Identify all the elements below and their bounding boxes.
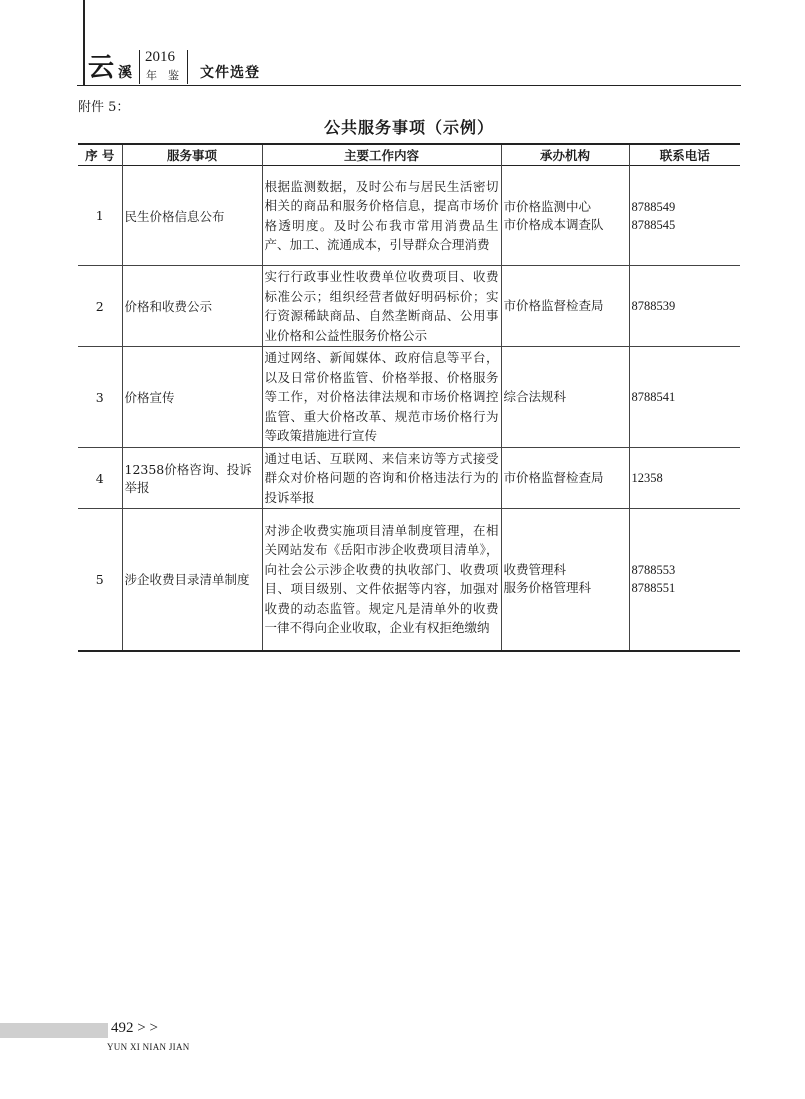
phone-number: 8788545 — [631, 217, 676, 232]
agency-cell — [501, 448, 629, 509]
phone-cell — [629, 266, 740, 347]
work-content: 通过网络、新闻媒体、政府信息等平台，以及日常价格监管、价格举报、价格服务等工作，对价格法律法规和市场价格调控监管、重大价格改革、规范市场价格行为等政策措施进行宣传 — [262, 347, 501, 448]
agency-name: 服务价格管理科 — [503, 580, 592, 596]
table-title: 公共服务事项（示例） — [323, 118, 494, 137]
phone-cell — [629, 347, 740, 448]
work-content: 对涉企收费实施项目清单制度管理，在相关网站发布《岳阳市涉企收费项目清单》，向社会公示涉企收费的执收部门、收费项目、项目级别、文件依据等内容，加强对收费的动态监管。规定凡是清单外的收费一律不得向企业收取，企业有权拒绝缴纳 — [262, 509, 501, 651]
agency-cell — [501, 166, 629, 266]
header-year: 2016 — [145, 49, 175, 65]
col-header-phone: 联系电话 — [629, 144, 740, 166]
agency-cell — [501, 509, 629, 651]
header-separator — [139, 50, 140, 84]
phone-number: 8788553 — [631, 563, 676, 578]
row-number: 3 — [78, 347, 122, 448]
row-number: 4 — [78, 448, 122, 509]
attachment-label: 附件 5： — [78, 100, 130, 115]
work-content: 通过电话、互联网、来信来访等方式接受群众对价格问题的咨询和价格违法行为的投诉举报 — [262, 448, 501, 509]
yearbook-logo-char-yun: 云 — [88, 53, 115, 83]
phone-cell — [629, 509, 740, 651]
footer-bar — [0, 1023, 108, 1038]
table-row — [78, 166, 740, 266]
table-row — [78, 347, 740, 448]
col-header-no: 序 号 — [78, 144, 122, 166]
col-header-content: 主要工作内容 — [262, 144, 501, 166]
yearbook-logo-char-xi: 溪 — [118, 65, 132, 81]
col-header-agency: 承办机构 — [501, 144, 629, 166]
section-title: 文件选登 — [200, 65, 260, 81]
service-name: 价格宣传 — [122, 347, 262, 448]
table-header-row — [78, 144, 740, 166]
footer-romanized-title: YUN XI NIAN JIAN — [107, 1042, 190, 1052]
page-number: 492 > > — [111, 1020, 158, 1036]
table-row — [78, 509, 740, 651]
service-name: 12358价格咨询、投诉举报 — [122, 448, 262, 509]
service-name: 涉企收费目录清单制度 — [122, 509, 262, 651]
row-number: 5 — [78, 509, 122, 651]
phone-cell — [629, 448, 740, 509]
header-separator — [187, 50, 188, 84]
service-name: 价格和收费公示 — [122, 266, 262, 347]
agency-name: 市价格成本调查队 — [503, 216, 604, 232]
header-jian: 鉴 — [168, 69, 179, 82]
agency-name: 市价格监测中心 — [503, 198, 592, 214]
phone-number: 8788549 — [631, 199, 676, 214]
header-nian: 年 — [146, 69, 157, 82]
agency-name: 市价格监督检查局 — [503, 470, 604, 485]
work-content: 实行行政事业性收费单位收费项目、收费标准公示；组织经营者做好明码标价；实行资源稀缺商品、自然垄断商品、公用事业价格和公益性服务价格公示 — [262, 266, 501, 347]
phone-number: 8788551 — [631, 581, 676, 596]
header-vertical-rule — [83, 0, 85, 86]
phone-number: 8788541 — [631, 390, 676, 404]
col-header-service: 服务事项 — [122, 144, 262, 166]
row-number: 2 — [78, 266, 122, 347]
table-row — [78, 266, 740, 347]
table-row — [78, 448, 740, 509]
service-name: 民生价格信息公布 — [122, 166, 262, 266]
phone-cell — [629, 166, 740, 266]
agency-cell — [501, 347, 629, 448]
phone-number: 12358 — [631, 471, 663, 485]
agency-name: 收费管理科 — [503, 562, 567, 578]
agency-cell — [501, 266, 629, 347]
agency-name: 综合法规科 — [503, 389, 567, 404]
header-rule — [77, 85, 741, 86]
row-number: 1 — [78, 166, 122, 266]
work-content: 根据监测数据，及时公布与居民生活密切相关的商品和服务价格信息，提高市场价格透明度。及时公布我市常用消费品生产、加工、流通成本，引导群众合理消费 — [262, 166, 501, 266]
agency-name: 市价格监督检查局 — [503, 298, 604, 313]
service-table — [78, 143, 740, 652]
phone-number: 8788539 — [631, 299, 676, 313]
